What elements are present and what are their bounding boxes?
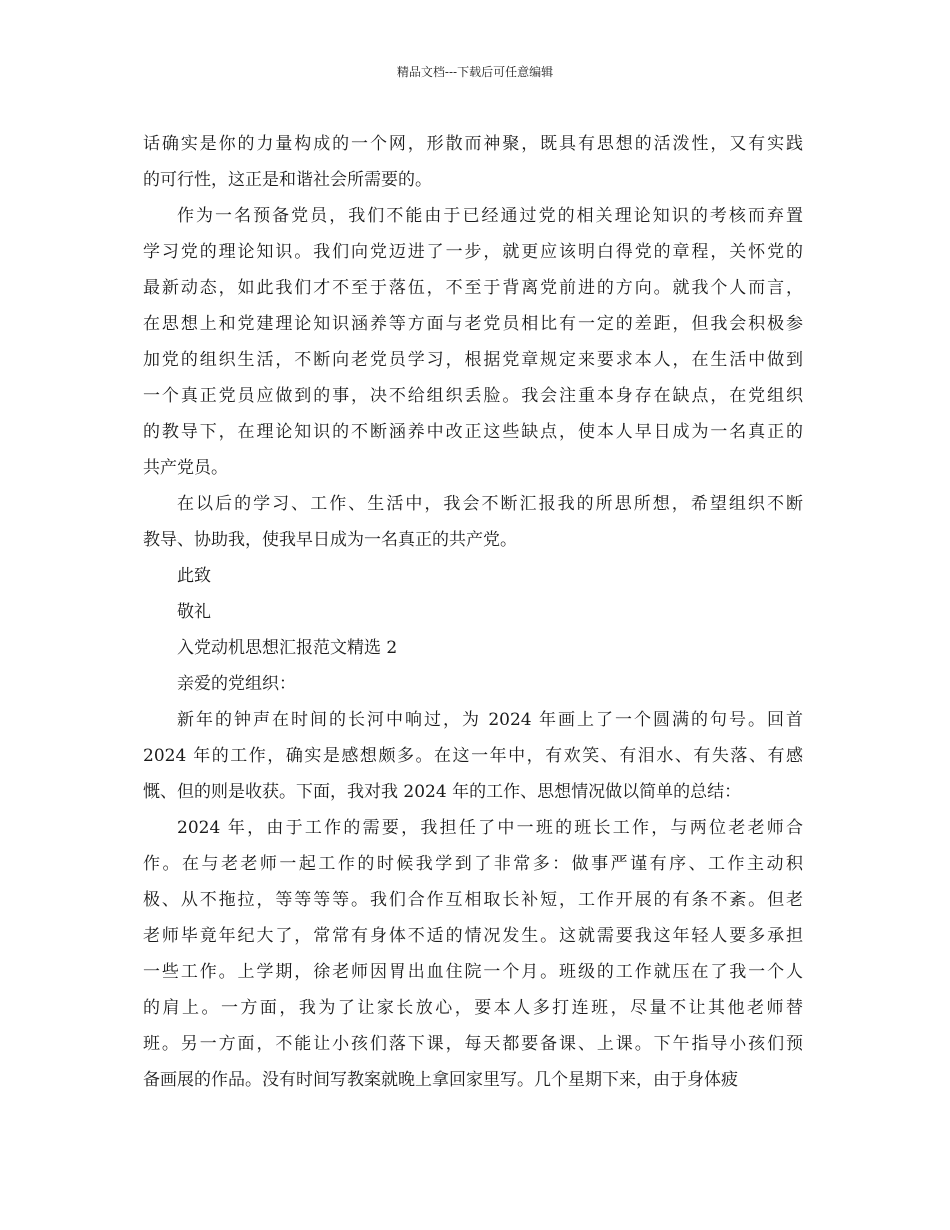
paragraph-line: 2024 年，由于工作的需要，我担任了中一班的班长工作，与两位老老师合 [177, 818, 803, 838]
paragraph-line: 加党的组织生活，不断向老党员学习，根据党章规定来要求本人，在生活中做到 [143, 350, 803, 370]
paragraph-line: 敬礼 [177, 602, 211, 622]
document-body [143, 126, 803, 1098]
paragraph-line: 此致 [177, 566, 211, 586]
paragraph-line: 的肩上。一方面，我为了让家长放心，要本人多打连班，尽量不让其他老师替 [143, 998, 803, 1018]
paragraph-line: 作。在与老老师一起工作的时候我学到了非常多：做事严谨有序、工作主动积 [143, 854, 803, 874]
paragraph [143, 666, 803, 702]
paragraph [143, 702, 803, 810]
paragraph [143, 198, 803, 486]
paragraph [143, 630, 803, 666]
paragraph-line: 入党动机思想汇报范文精选 2 [177, 638, 398, 658]
paragraph [143, 558, 803, 594]
paragraph-line: 老师毕竟年纪大了，常常有身体不适的情况发生。这就需要我这年轻人要多承担 [143, 926, 803, 946]
paragraph-line: 慨、但的则是收获。下面，我对我 2024 年的工作、思想情况做以简单的总结： [143, 782, 742, 802]
paragraph-line: 极、从不拖拉，等等等等。我们合作互相取长补短，工作开展的有条不紊。但老 [143, 890, 803, 910]
paragraph [143, 126, 803, 198]
paragraph-line: 共产党员。 [143, 458, 228, 478]
paragraph [143, 486, 803, 558]
paragraph-line: 的可行性，这正是和谐社会所需要的。 [143, 170, 432, 190]
paragraph-line: 一个真正党员应做到的事，决不给组织丢脸。我会注重本身存在缺点，在党组织 [143, 386, 803, 406]
paragraph-line: 班。另一方面，不能让小孩们落下课，每天都要备课、上课。下午指导小孩们预 [143, 1034, 803, 1054]
paragraph-line: 一些工作。上学期，徐老师因胃出血住院一个月。班级的工作就压在了我一个人 [143, 962, 803, 982]
paragraph-line: 的教导下，在理论知识的不断涵养中改正这些缺点，使本人早日成为一名真正的 [143, 422, 803, 442]
paragraph [143, 594, 803, 630]
paragraph-line: 教导、协助我，使我早日成为一名真正的共产党。 [143, 530, 517, 550]
paragraph-line: 新年的钟声在时间的长河中响过，为 2024 年画上了一个圆满的句号。回首 [177, 710, 803, 730]
page-header: 精品文档---下载后可任意编辑 [396, 65, 554, 79]
paragraph-line: 最新动态，如此我们才不至于落伍，不至于背离党前进的方向。就我个人而言， [143, 278, 803, 298]
paragraph-line: 学习党的理论知识。我们向党迈进了一步，就更应该明白得党的章程，关怀党的 [143, 242, 803, 262]
paragraph-line: 作为一名预备党员，我们不能由于已经通过党的相关理论知识的考核而弃置 [177, 206, 803, 226]
paragraph-line: 备画展的作品。没有时间写教案就晚上拿回家里写。几个星期下来，由于身体疲 [143, 1070, 738, 1090]
paragraph-line: 亲爱的党组织： [177, 674, 296, 694]
paragraph [143, 810, 803, 1098]
paragraph-line: 在思想上和党建理论知识涵养等方面与老党员相比有一定的差距，但我会积极参 [143, 314, 803, 334]
paragraph-line: 话确实是你的力量构成的一个网，形散而神聚，既具有思想的活泼性，又有实践 [143, 134, 803, 154]
paragraph-line: 在以后的学习、工作、生活中，我会不断汇报我的所思所想，希望组织不断 [177, 494, 803, 514]
paragraph-line: 2024 年的工作，确实是感想颇多。在这一年中，有欢笑、有泪水、有失落、有感 [143, 746, 803, 766]
